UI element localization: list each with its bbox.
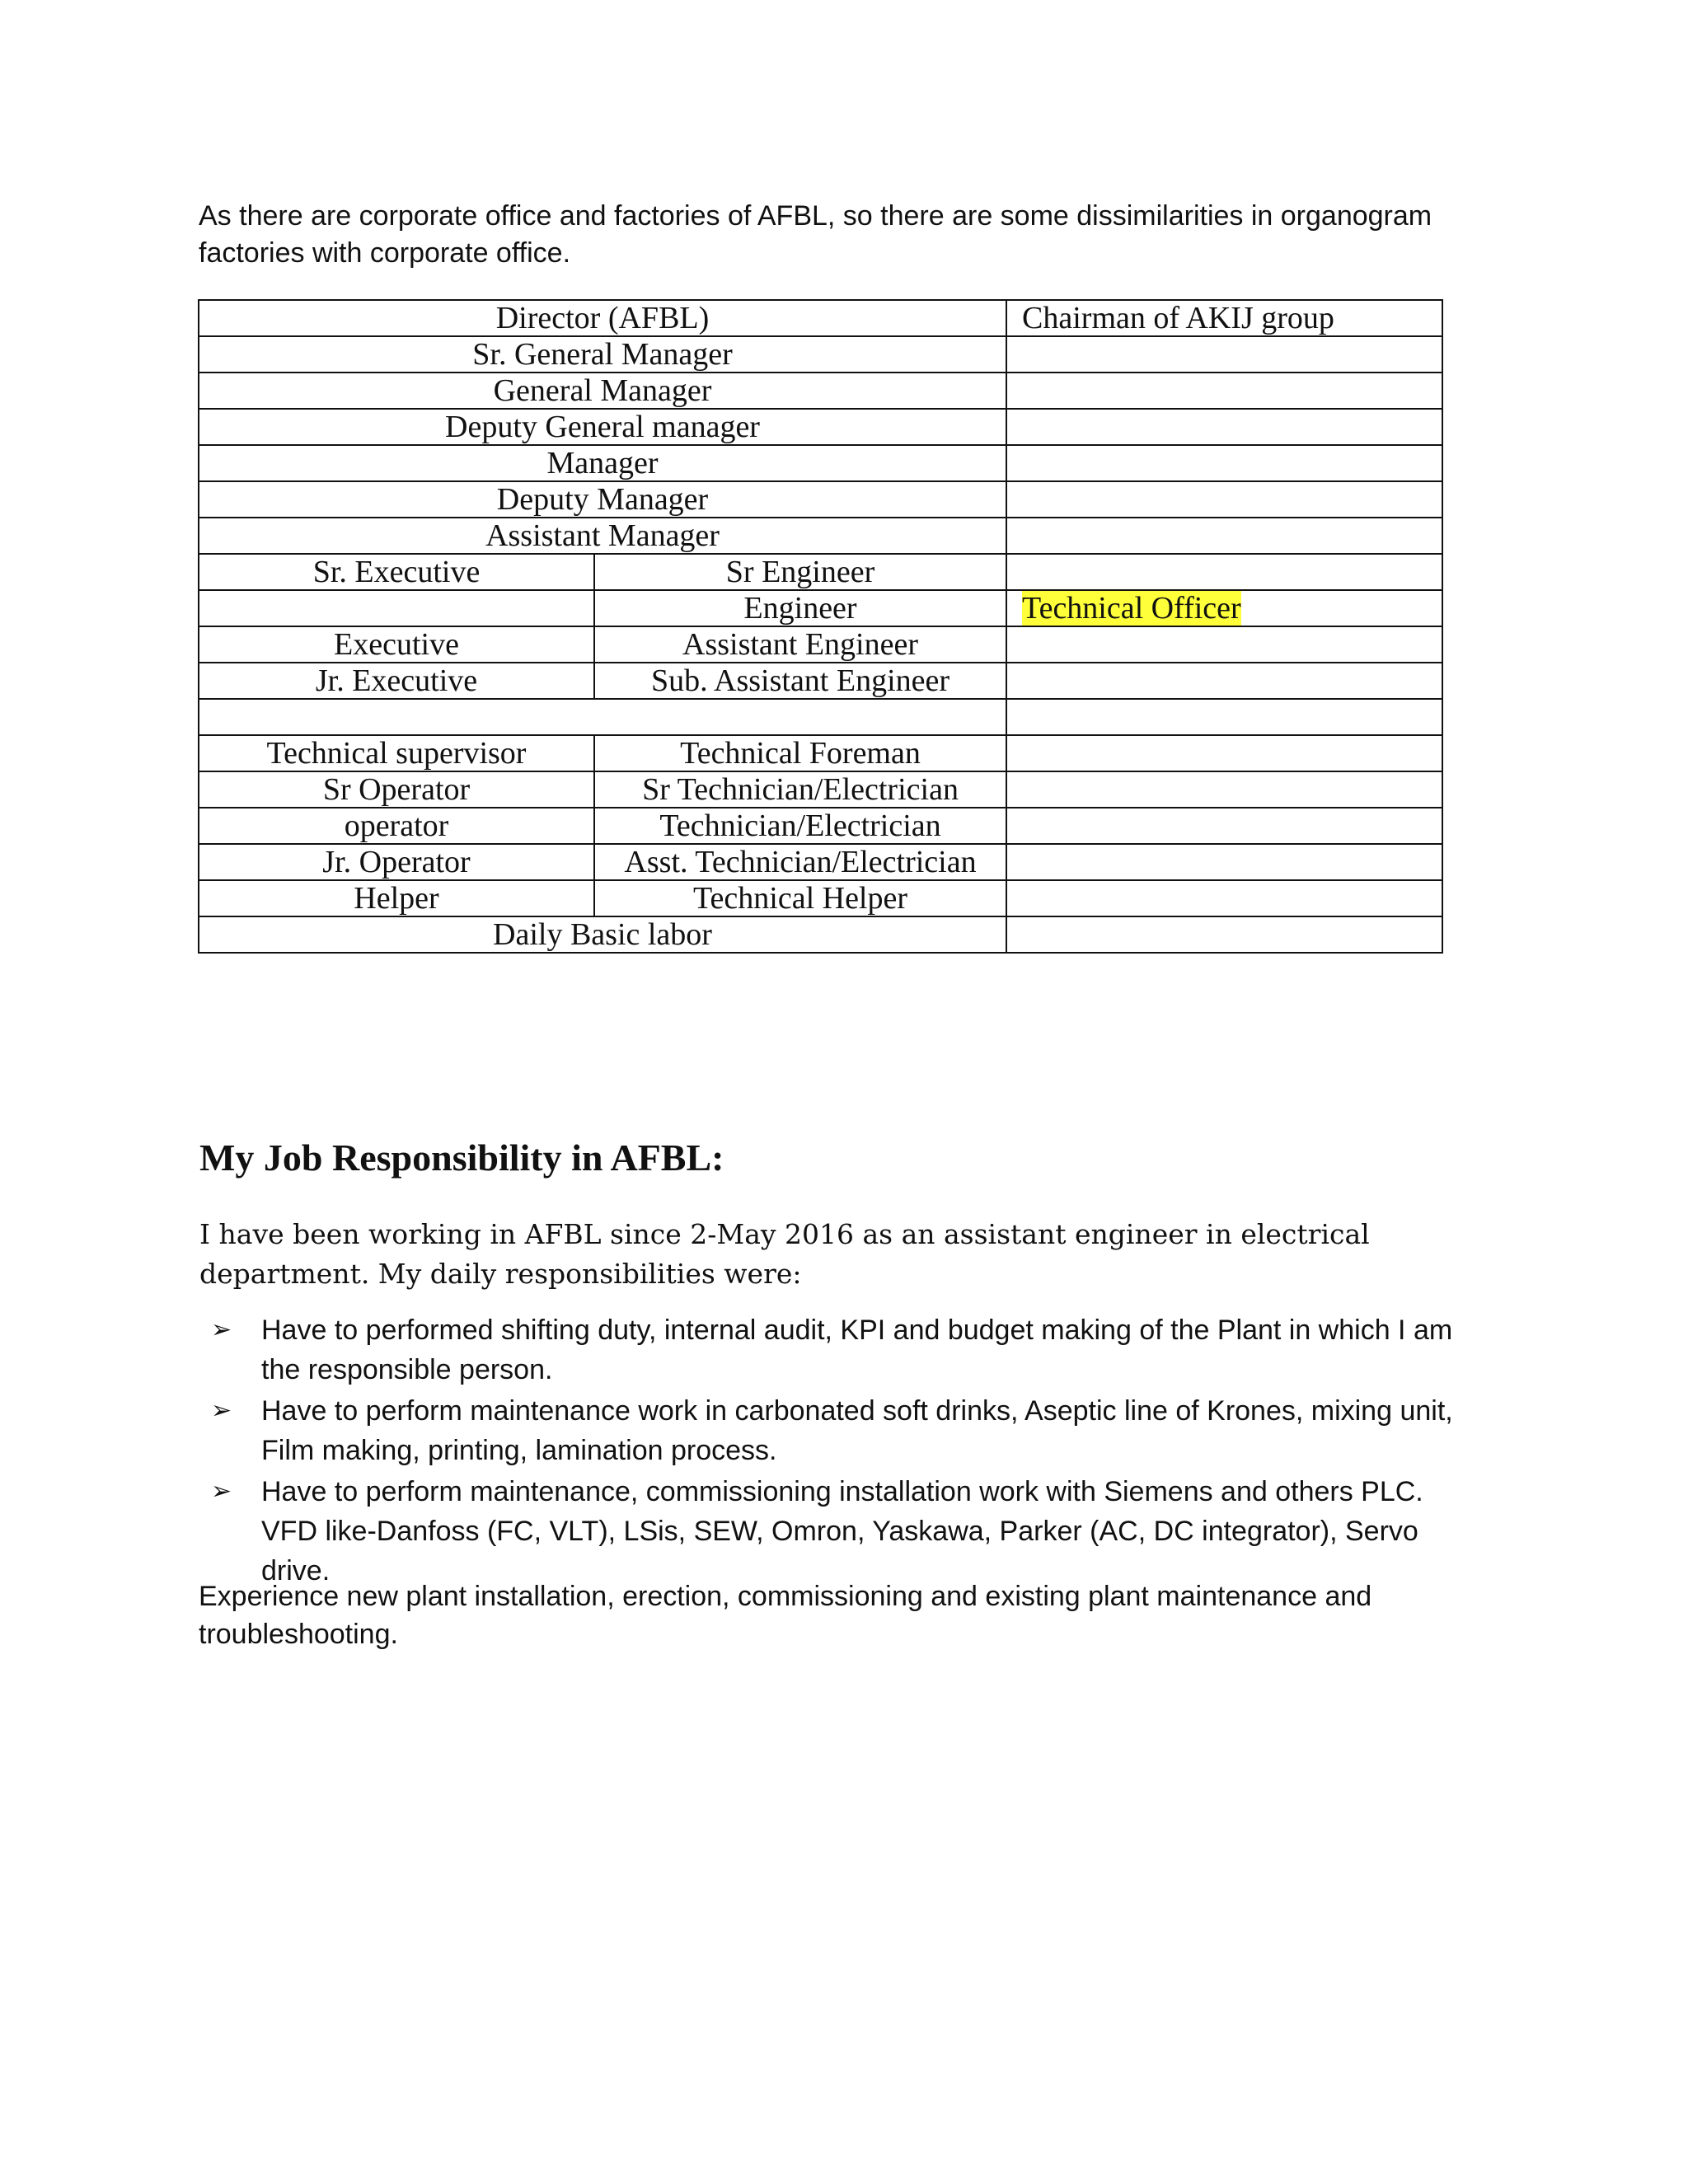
table-row — [199, 844, 1442, 880]
closing-paragraph: Experience new plant installation, erection, commissioning and existing plant maintenance and troubleshooting. — [199, 1581, 1372, 1650]
cell-text: operator — [344, 808, 449, 843]
table-row — [199, 880, 1442, 916]
table-cell — [199, 663, 594, 699]
table-cell — [1006, 735, 1442, 771]
table-cell — [1006, 373, 1442, 409]
table-cell — [1006, 518, 1442, 554]
table-cell — [199, 336, 1006, 373]
table-row — [199, 518, 1442, 554]
table-cell — [199, 771, 594, 808]
intro-paragraph: As there are corporate office and factories of AFBL, so there are some dissimilarities in organogram factories with corporate office. — [199, 200, 1432, 269]
cell-text: Assistant Manager — [485, 518, 720, 553]
cell-text: Helper — [354, 881, 439, 916]
table-row — [199, 626, 1442, 663]
table-cell — [199, 916, 1006, 953]
table-cell — [199, 880, 594, 916]
cell-text: Sr Engineer — [725, 555, 875, 589]
cell-text: General Manager — [493, 373, 712, 408]
cell-text: Sr Operator — [322, 772, 471, 807]
table-cell — [199, 590, 594, 626]
table-row — [199, 373, 1442, 409]
cell-text: Sr. General Manager — [472, 337, 733, 372]
cell-text: Jr. Executive — [315, 663, 478, 698]
table-cell — [594, 771, 1006, 808]
organogram-table — [198, 299, 1443, 954]
table-row — [199, 771, 1442, 808]
cell-text: Jr. Operator — [322, 845, 471, 879]
table-cell — [199, 844, 594, 880]
table-cell — [1006, 445, 1442, 481]
table-cell — [1006, 626, 1442, 663]
cell-text: Director (AFBL) — [495, 301, 710, 335]
table-row — [199, 916, 1442, 953]
list-item — [199, 1310, 1461, 1390]
table-cell — [1006, 554, 1442, 590]
table-cell — [199, 518, 1006, 554]
arrow-bullet-icon: ➢ — [211, 1316, 232, 1343]
list-item-text: Have to performed shifting duty, internal audit, KPI and budget making of the Plant in which I am the responsible person. — [261, 1315, 1453, 1385]
table-row — [199, 699, 1442, 735]
arrow-bullet-icon: ➢ — [211, 1397, 232, 1424]
table-cell — [199, 735, 594, 771]
table-cell — [594, 735, 1006, 771]
table-cell — [199, 554, 594, 590]
table-cell — [594, 844, 1006, 880]
table-cell — [594, 554, 1006, 590]
cell-text: Deputy General manager — [445, 410, 760, 444]
table-cell — [1006, 300, 1442, 336]
table-row — [199, 590, 1442, 626]
list-item-text: Have to perform maintenance work in carbonated soft drinks, Aseptic line of Krones, mixing unit, Film making, printing, lamination process. — [261, 1395, 1453, 1466]
arrow-bullet-icon: ➢ — [211, 1478, 232, 1505]
table-cell — [1006, 409, 1442, 445]
cell-text: Technical supervisor — [266, 736, 527, 771]
table-cell — [199, 445, 1006, 481]
table-cell — [1006, 699, 1442, 735]
table-cell — [1006, 663, 1442, 699]
table-cell — [1006, 844, 1442, 880]
table-cell — [594, 663, 1006, 699]
table-row — [199, 300, 1442, 336]
list-item — [199, 1472, 1461, 1591]
table-row — [199, 481, 1442, 518]
table-row — [199, 336, 1442, 373]
cell-text: Executive — [334, 627, 459, 662]
cell-text: Deputy Manager — [496, 482, 709, 517]
cell-text: Asst. Technician/Electrician — [624, 845, 977, 879]
cell-text: Manager — [546, 446, 659, 480]
table-cell — [199, 373, 1006, 409]
table-row — [199, 663, 1442, 699]
cell-text: Sub. Assistant Engineer — [650, 663, 950, 698]
cell-text: Chairman of AKIJ group — [1022, 301, 1334, 335]
table-row — [199, 735, 1442, 771]
table-cell — [594, 590, 1006, 626]
table-row — [199, 554, 1442, 590]
table-cell — [1006, 808, 1442, 844]
table-cell — [199, 626, 594, 663]
table-cell — [199, 481, 1006, 518]
section-heading: My Job Responsibility in AFBL: — [199, 1137, 724, 1179]
table-cell — [1006, 771, 1442, 808]
responsibility-intro: I have been working in AFBL since 2-May 2016 as an assistant engineer in electrical department. My daily responsibilities were: — [199, 1218, 1370, 1290]
table-cell — [1006, 916, 1442, 953]
cell-text: Technical Foreman — [680, 736, 921, 771]
table-row — [199, 409, 1442, 445]
table-cell — [1006, 481, 1442, 518]
cell-text: Technical Officer — [1022, 591, 1241, 626]
cell-text: Engineer — [743, 591, 857, 626]
table-cell — [594, 626, 1006, 663]
table-row — [199, 808, 1442, 844]
list-item — [199, 1391, 1461, 1470]
table-cell — [594, 808, 1006, 844]
table-cell — [1006, 590, 1442, 626]
table-cell — [199, 808, 594, 844]
cell-text: Daily Basic labor — [493, 917, 712, 952]
table-row — [199, 445, 1442, 481]
cell-text: Sr Technician/Electrician — [642, 772, 959, 807]
table-cell — [1006, 880, 1442, 916]
cell-text: Sr. Executive — [312, 555, 481, 589]
cell-text: Technician/Electrician — [659, 808, 941, 843]
table-cell — [199, 699, 1006, 735]
table-cell — [199, 300, 1006, 336]
responsibility-list — [199, 1310, 1461, 1592]
cell-text: Assistant Engineer — [682, 627, 919, 662]
table-cell — [199, 409, 1006, 445]
table-cell — [594, 880, 1006, 916]
table-cell — [1006, 336, 1442, 373]
list-item-text: Have to perform maintenance, commissioning installation work with Siemens and others PLC. VFD like-Danfoss (FC, VLT), LSis, SEW, Omron, Yaskawa, Parker (AC, DC integrator), Servo drive. — [261, 1476, 1423, 1586]
cell-text: Technical Helper — [692, 881, 908, 916]
